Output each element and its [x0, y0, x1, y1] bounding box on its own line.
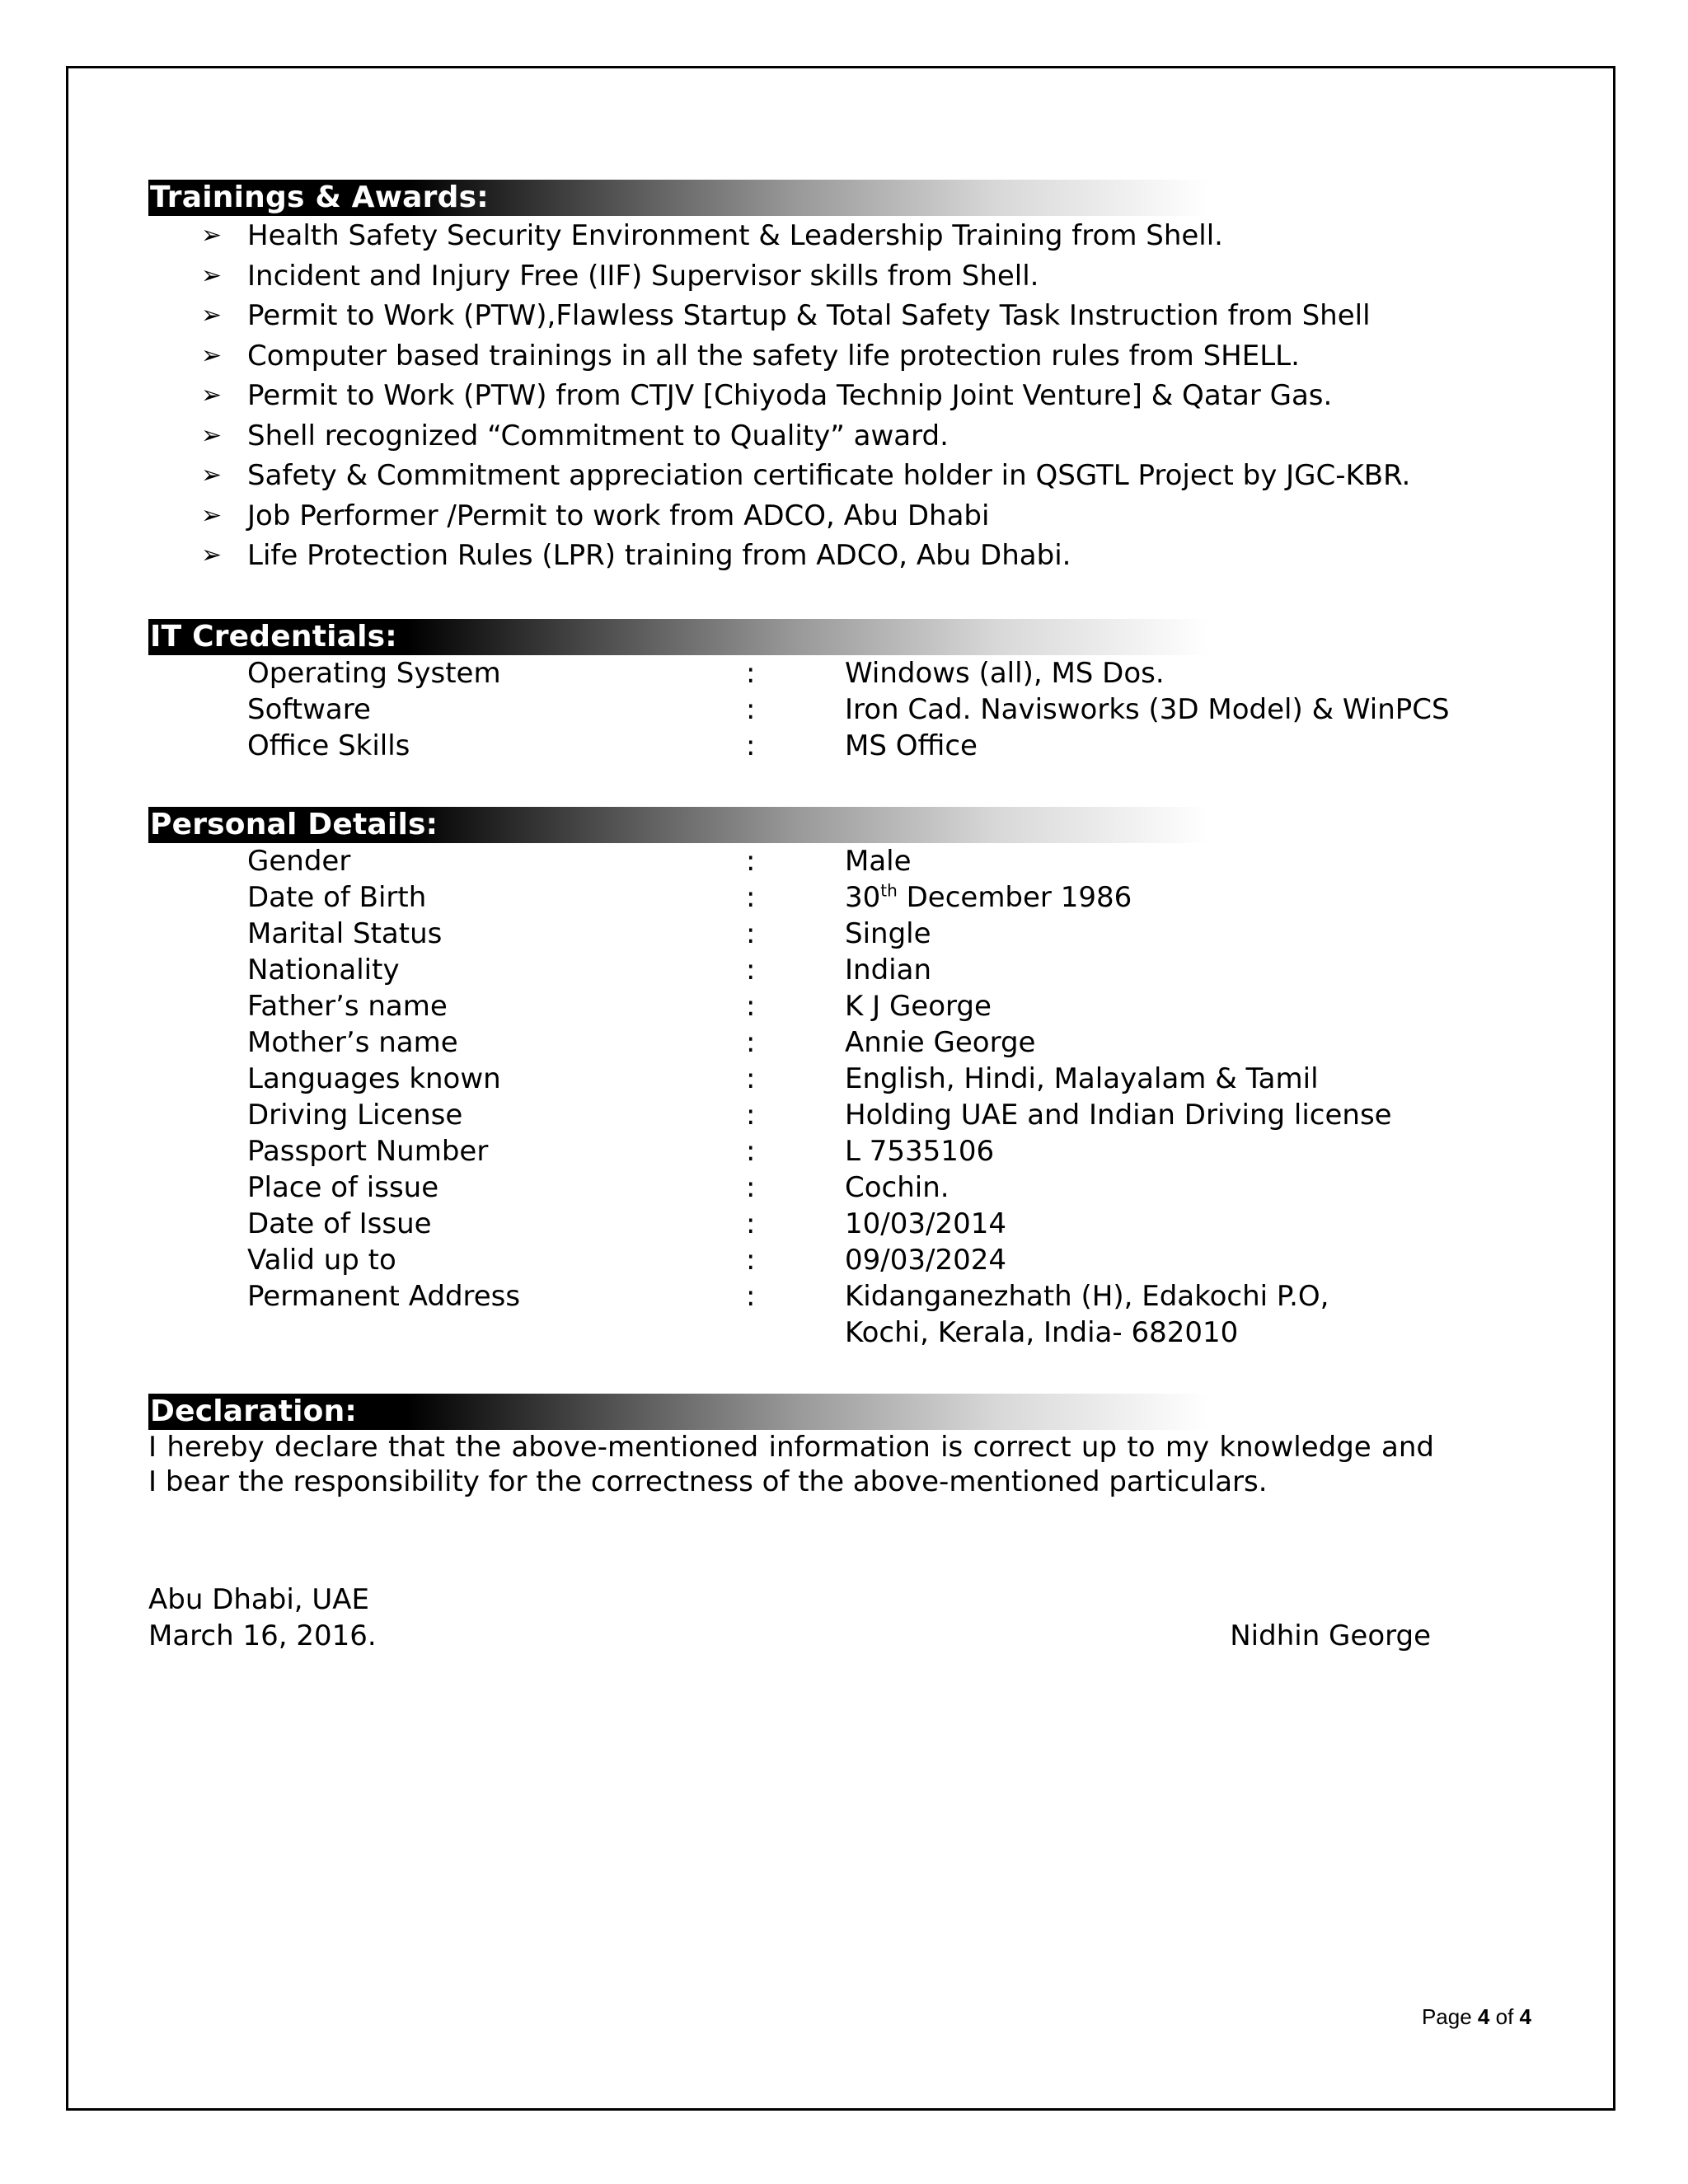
arrow-bullet-icon: ➢: [201, 221, 223, 250]
personal-row: [148, 1024, 1459, 1061]
personal-row: [148, 988, 1459, 1024]
signature-name: Nidhin George: [1230, 1619, 1431, 1652]
personal-value-continued: Kochi, Kerala, India- 682010: [845, 1315, 1239, 1349]
personal-label: Marital Status: [247, 916, 443, 950]
personal-value: 10/03/2014: [845, 1207, 1006, 1240]
signature-place: Abu Dhabi, UAE: [148, 1582, 370, 1616]
separator-colon: :: [746, 692, 756, 726]
page-number: Page 4 of 4: [1421, 2004, 1531, 2029]
signature-date: March 16, 2016.: [148, 1619, 377, 1652]
it-credential-row: [148, 655, 1459, 691]
personal-value: Male: [845, 844, 912, 878]
personal-row: [148, 916, 1459, 952]
personal-label: Father’s name: [247, 989, 448, 1023]
personal-row: [148, 1097, 1459, 1133]
personal-label: Mother’s name: [247, 1025, 458, 1059]
personal-row: [148, 1206, 1459, 1242]
personal-label: Place of issue: [247, 1170, 439, 1204]
separator-colon: :: [746, 1134, 756, 1168]
separator-colon: :: [746, 729, 756, 762]
current-page: 4: [1477, 2004, 1490, 2029]
personal-label: Passport Number: [247, 1134, 489, 1168]
separator-colon: :: [746, 1025, 756, 1059]
it-credential-label: Operating System: [247, 656, 501, 690]
personal-row: [148, 1278, 1459, 1315]
trainings-list: [148, 216, 1459, 576]
personal-label: Permanent Address: [247, 1279, 521, 1313]
personal-value: 30th December 1986: [845, 880, 1132, 914]
arrow-bullet-icon: ➢: [201, 541, 223, 569]
separator-colon: :: [746, 844, 756, 878]
separator-colon: :: [746, 1062, 756, 1095]
training-item: ➢ Permit to Work (PTW) from CTJV [Chiyoda Technip Joint Venture] & Qatar Gas.: [148, 376, 1459, 416]
personal-details-list: [148, 843, 1459, 1351]
training-item: ➢ Safety & Commitment appreciation certificate holder in QSGTL Project by JGC-KBR.: [148, 456, 1459, 496]
personal-value: Annie George: [845, 1025, 1036, 1059]
personal-row: [148, 1061, 1459, 1097]
total-pages: 4: [1519, 2004, 1531, 2029]
trainings-heading: Trainings & Awards:: [148, 180, 1327, 216]
personal-row: [148, 952, 1459, 988]
it-credentials-list: [148, 655, 1459, 764]
personal-value: Indian: [845, 953, 931, 987]
personal-value: English, Hindi, Malayalam & Tamil: [845, 1062, 1319, 1095]
it-credential-value: MS Office: [845, 729, 978, 762]
training-item: ➢ Shell recognized “Commitment to Quality” award.: [148, 416, 1459, 457]
training-item: ➢ Computer based trainings in all the safety life protection rules from SHELL.: [148, 336, 1459, 377]
personal-value: Kidanganezhath (H), Edakochi P.O,: [845, 1279, 1329, 1313]
it-credential-row: [148, 728, 1459, 764]
separator-colon: :: [746, 1243, 756, 1277]
personal-label: Date of Birth: [247, 880, 427, 914]
it-credentials-heading: IT Credentials:: [148, 619, 1327, 655]
it-credential-label: Office Skills: [247, 729, 410, 762]
separator-colon: :: [746, 916, 756, 950]
separator-colon: :: [746, 953, 756, 987]
personal-row: [148, 843, 1459, 879]
training-item: ➢ Life Protection Rules (LPR) training from ADCO, Abu Dhabi.: [148, 536, 1459, 576]
arrow-bullet-icon: ➢: [201, 420, 223, 450]
arrow-bullet-icon: ➢: [201, 301, 223, 330]
separator-colon: :: [746, 1279, 756, 1313]
personal-value: Cochin.: [845, 1170, 950, 1204]
declaration-text: I hereby declare that the above-mentioned information is correct up to my knowledge and I bear the responsibility for the correctness of the above-mentioned particulars.: [148, 1430, 1434, 1498]
separator-colon: :: [746, 989, 756, 1023]
it-credential-value: Iron Cad. Navisworks (3D Model) & WinPCS: [845, 692, 1450, 726]
personal-value: Single: [845, 916, 931, 950]
arrow-bullet-icon: ➢: [201, 340, 223, 370]
personal-label: Date of Issue: [247, 1207, 432, 1240]
declaration-heading: Declaration:: [148, 1394, 1327, 1430]
training-item: ➢ Job Performer /Permit to work from ADCO, Abu Dhabi: [148, 496, 1459, 537]
personal-value: 09/03/2024: [845, 1243, 1006, 1277]
personal-row: [148, 1169, 1459, 1206]
personal-label: Valid up to: [247, 1243, 396, 1277]
personal-label: Gender: [247, 844, 351, 878]
resume-page: [148, 180, 1459, 1654]
personal-row: [148, 879, 1459, 916]
personal-label: Driving License: [247, 1098, 463, 1132]
it-credential-label: Software: [247, 692, 371, 726]
arrow-bullet-icon: ➢: [201, 260, 223, 290]
separator-colon: :: [746, 1098, 756, 1132]
separator-colon: :: [746, 880, 756, 914]
it-credential-row: [148, 691, 1459, 728]
arrow-bullet-icon: ➢: [201, 381, 223, 410]
personal-row: [148, 1242, 1459, 1278]
personal-value: K J George: [845, 989, 992, 1023]
arrow-bullet-icon: ➢: [201, 500, 223, 530]
personal-value: Holding UAE and Indian Driving license: [845, 1098, 1392, 1132]
personal-label: Nationality: [247, 953, 400, 987]
it-credential-value: Windows (all), MS Dos.: [845, 656, 1165, 690]
personal-details-heading: Personal Details:: [148, 807, 1327, 843]
training-item: ➢ Permit to Work (PTW),Flawless Startup & Total Safety Task Instruction from Shell: [148, 296, 1459, 336]
separator-colon: :: [746, 1207, 756, 1240]
separator-colon: :: [746, 1170, 756, 1204]
signature-block: [148, 1582, 1459, 1654]
separator-colon: :: [746, 656, 756, 690]
training-item: ➢ Incident and Injury Free (IIF) Supervisor skills from Shell.: [148, 256, 1459, 297]
personal-value: L 7535106: [845, 1134, 995, 1168]
personal-row: [148, 1133, 1459, 1169]
training-item: ➢ Health Safety Security Environment & Leadership Training from Shell.: [148, 216, 1459, 256]
arrow-bullet-icon: ➢: [201, 461, 223, 490]
personal-label: Languages known: [247, 1062, 501, 1095]
